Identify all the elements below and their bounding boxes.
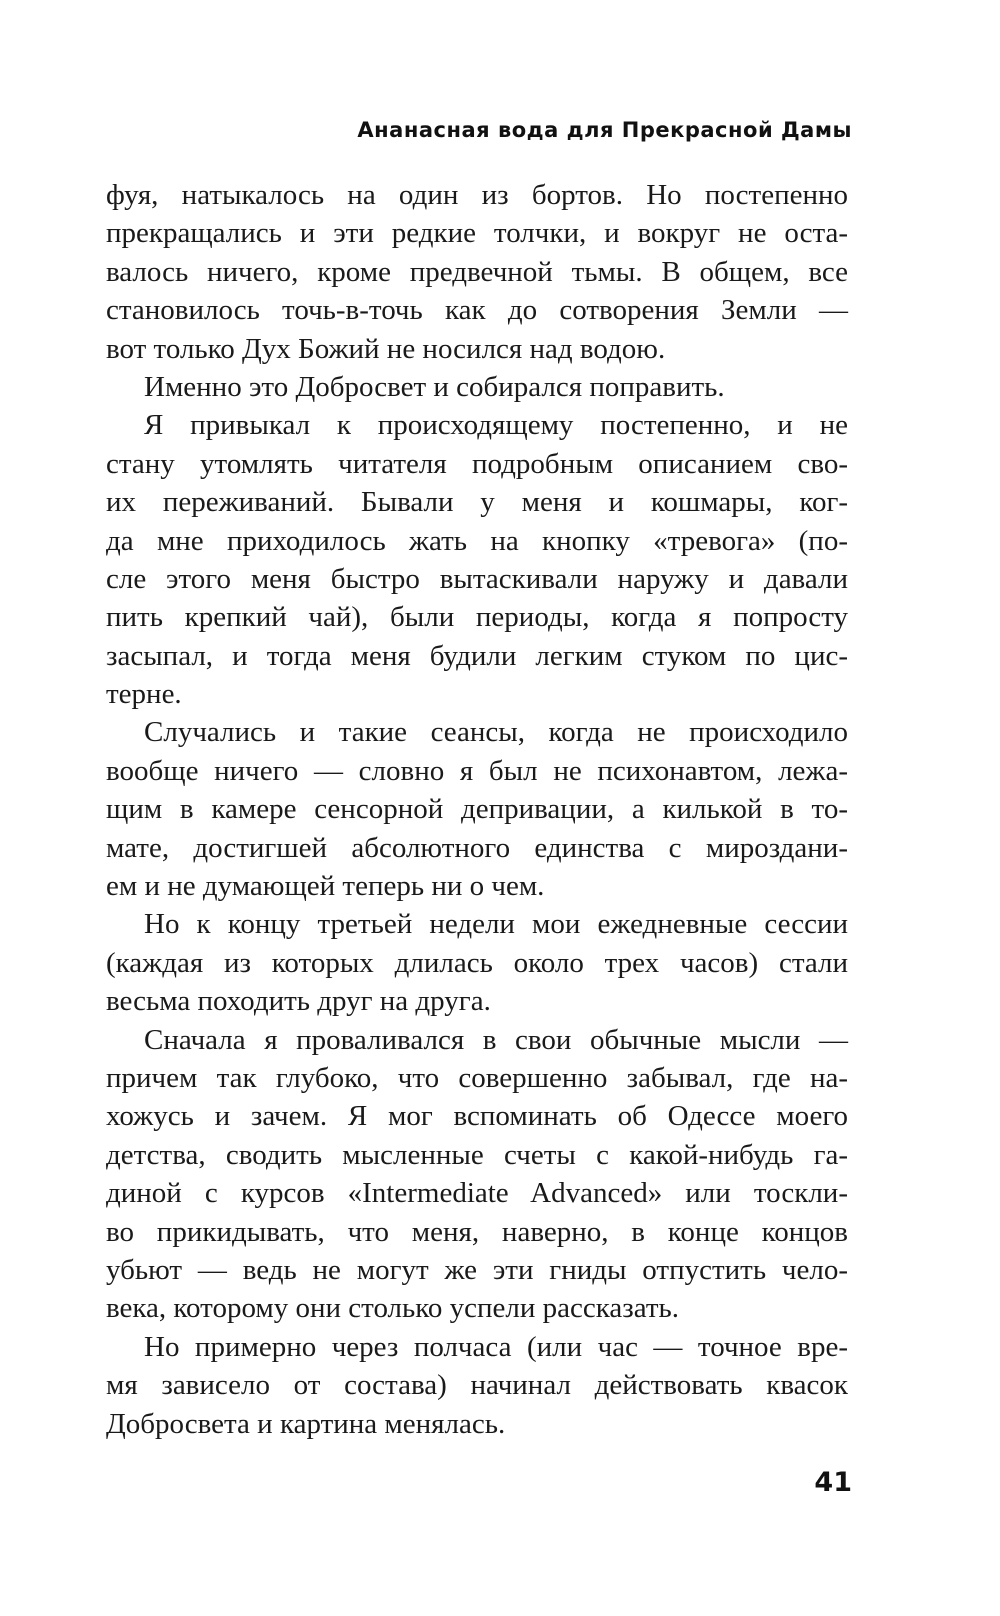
text-line: Я привыкал к происходящему постепенно, и не: [144, 409, 848, 442]
running-header: Ананасная вода для Прекрасной Дамы: [357, 118, 852, 142]
text-line: вообще ничего — словно я был не психонавтом, лежа-: [106, 754, 848, 787]
text-line: засыпал, и тогда меня будили легким стуком по цис-: [106, 639, 848, 672]
text-line: да мне приходилось жать на кнопку «тревога» (по-: [106, 524, 848, 557]
text-line: Но к концу третьей недели мои ежедневные сессии: [144, 908, 848, 941]
text-line: стану утомлять читателя подробным описанием сво-: [106, 447, 848, 480]
text-line: фуя, натыкалось на один из бортов. Но постепенно: [106, 179, 848, 211]
text-line: терне.: [106, 678, 182, 711]
text-line: Но примерно через полчаса (или час — точное вре-: [144, 1330, 848, 1363]
text-line: становилось точь-в-точь как до сотворения Земли —: [106, 294, 848, 327]
text-line: во прикидывать, что меня, наверно, в конце концов: [106, 1215, 848, 1248]
text-line: Сначала я проваливался в свои обычные мысли —: [144, 1023, 848, 1056]
text-line: мя зависело от состава) начинал действовать квасок: [106, 1369, 848, 1402]
text-line: весьма походить друг на друга.: [106, 985, 491, 1018]
text-line: Именно это Добросвет и собирался поправить.: [144, 370, 725, 403]
text-line: детства, сводить мысленные счеты с какой-нибудь га-: [106, 1138, 848, 1171]
body-text: [106, 176, 848, 1443]
text-line: (каждая из которых длилась около трех часов) стали: [106, 946, 848, 979]
text-line: ем и не думающей теперь ни о чем.: [106, 870, 545, 903]
text-line: диной с курсов «Intermediate Advanced» или тоскли-: [106, 1177, 848, 1210]
text-line: пить крепкий чай), были периоды, когда я попросту: [106, 601, 848, 634]
text-line: хожусь и зачем. Я мог вспоминать об Одессе моего: [106, 1100, 848, 1133]
text-line: щим в камере сенсорной депривации, а килькой в то-: [106, 793, 848, 826]
text-line: Случались и такие сеансы, когда не происходило: [144, 716, 848, 749]
text-line: Добросвета и картина менялась.: [106, 1407, 506, 1440]
text-line: мате, достигшей абсолютного единства с мироздани-: [106, 831, 848, 864]
text-line: сле этого меня быстро вытаскивали наружу и давали: [106, 562, 848, 595]
text-line: причем так глубоко, что совершенно забывал, где на-: [106, 1061, 848, 1094]
text-line: валось ничего, кроме предвечной тьмы. В общем, все: [106, 255, 848, 288]
text-line: века, которому они столько успели рассказать.: [106, 1292, 679, 1325]
text-line: их переживаний. Бывали у меня и кошмары, ког-: [106, 486, 848, 519]
page-number: 41: [814, 1467, 852, 1498]
text-line: убьют — ведь не могут же эти гниды отпустить чело-: [106, 1253, 848, 1286]
text-line: вот только Дух Божий не носился над водою.: [106, 332, 666, 365]
text-line: прекращались и эти редкие толчки, и вокруг не оста-: [106, 217, 848, 250]
